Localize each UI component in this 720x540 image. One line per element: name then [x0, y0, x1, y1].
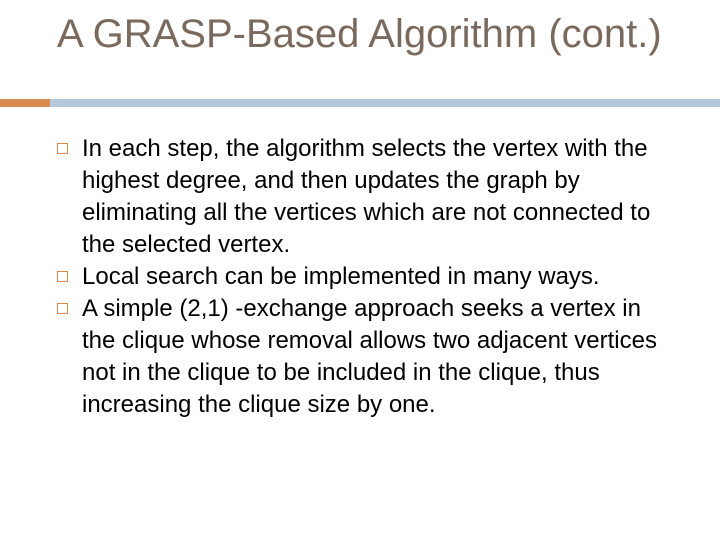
- bullet-text: Local search can be implemented in many ways.: [82, 263, 600, 290]
- bullet-text: A simple (2,1) -exchange approach seeks a vertex in the clique whose removal allows two adjacent vertices not in the clique to be included in the clique, thus increasing the clique size by one.: [82, 295, 657, 418]
- square-bullet-icon: [57, 303, 68, 314]
- square-bullet-icon: [57, 143, 68, 154]
- bullet-item: [57, 133, 657, 261]
- bullet-list: [57, 133, 657, 421]
- bullet-item: [57, 293, 657, 421]
- bullet-item: [57, 261, 657, 293]
- slide-title: A GRASP-Based Algorithm (cont.): [57, 12, 662, 56]
- title-rule-accent: [0, 99, 50, 107]
- title-rule: [50, 99, 720, 107]
- bullet-text: In each step, the algorithm selects the vertex with the highest degree, and then updates the graph by eliminating all the vertices which are not connected to the selected vertex.: [82, 135, 651, 258]
- square-bullet-icon: [57, 271, 68, 282]
